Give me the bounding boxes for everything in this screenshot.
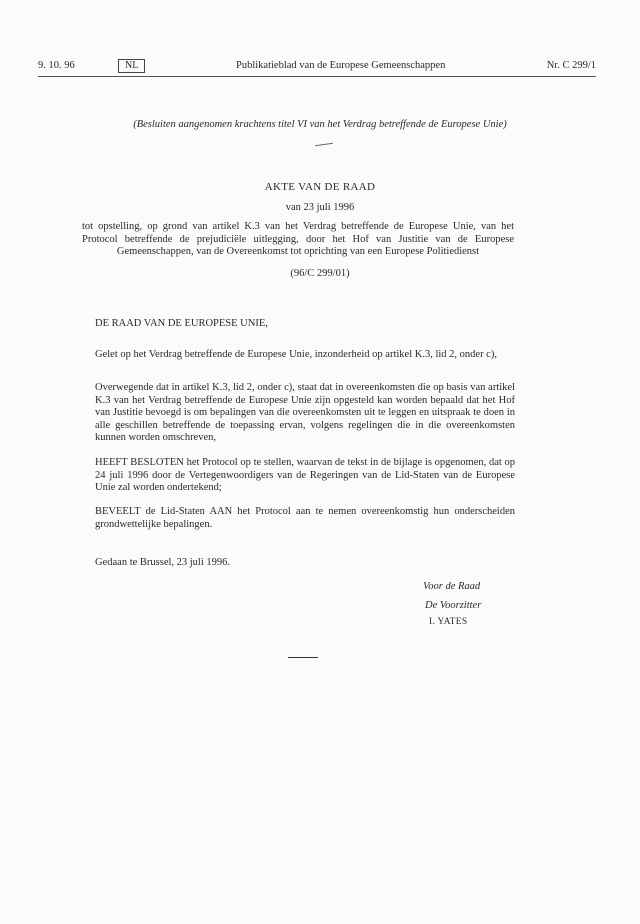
section-intro: (Besluiten aangenomen krachtens titel VI van het Verdrag betreffende de Europese Unie) [133, 119, 507, 130]
act-date: van 23 juli 1996 [285, 202, 355, 213]
signature-for-council: Voor de Raad [423, 581, 481, 592]
act-reference: (96/C 299/01) [290, 268, 350, 279]
intro-dash [315, 143, 333, 146]
paragraph-recommends: BEVEELT de Lid-Staten AAN het Protocol aan te nemen overeenkomstig hun onderscheiden grondwettelijke bepalingen. [95, 506, 515, 530]
signature-president: De Voorzitter [425, 600, 482, 611]
paragraph-having-regard: Gelet op het Verdrag betreffende de Europese Unie, inzonderheid op artikel K.3, lid 2, onder c), [95, 349, 497, 360]
end-rule [288, 657, 318, 658]
done-at: Gedaan te Brussel, 23 juli 1996. [95, 557, 231, 568]
publication-date: 9. 10. 96 [38, 60, 75, 71]
journal-number: Nr. C 299/1 [546, 60, 596, 71]
language-box: NL [118, 59, 145, 73]
paragraph-whereas: Overwegende dat in artikel K.3, lid 2, onder c), staat dat in overeenkomsten die op basis van artikel K.3 van het Verdrag betreffende de Europese Unie zijn opgesteld kan worden bepaald dat het Hof van Justitie bevoegd is om bepalingen van die overeenkomsten uit te leggen en uitspraak te doen in alle geschillen betreffende de toepassing ervan, volgens regelingen die in die overeenkomsten kunnen worden omschreven, [95, 382, 515, 443]
header-rule [38, 76, 596, 77]
paragraph-decided: HEEFT BESLOTEN het Protocol op te stellen, waarvan de tekst in de bijlage is opgenomen, dat op 24 juli 1996 door de Vertegenwoordigers van de Regeringen van de Lid-Staten van de Europese Unie zal worden ondertekend; [95, 457, 515, 493]
signatory-name: I. YATES [429, 617, 468, 627]
page-header [38, 60, 596, 76]
act-title: AKTE VAN DE RAAD [264, 181, 376, 193]
journal-title: Publikatieblad van de Europese Gemeenschappen [236, 60, 446, 71]
preamble-heading: DE RAAD VAN DE EUROPESE UNIE, [95, 318, 268, 329]
act-subtitle: tot opstelling, op grond van artikel K.3 van het Verdrag betreffende de Europese Unie, van het Protocol betreffende de prejudiciële uitlegging, door het Hof van Justitie van de Europese Gemeenschappen, van de Overeenkomst tot oprichting van een Europese Politiedienst [82, 221, 514, 257]
